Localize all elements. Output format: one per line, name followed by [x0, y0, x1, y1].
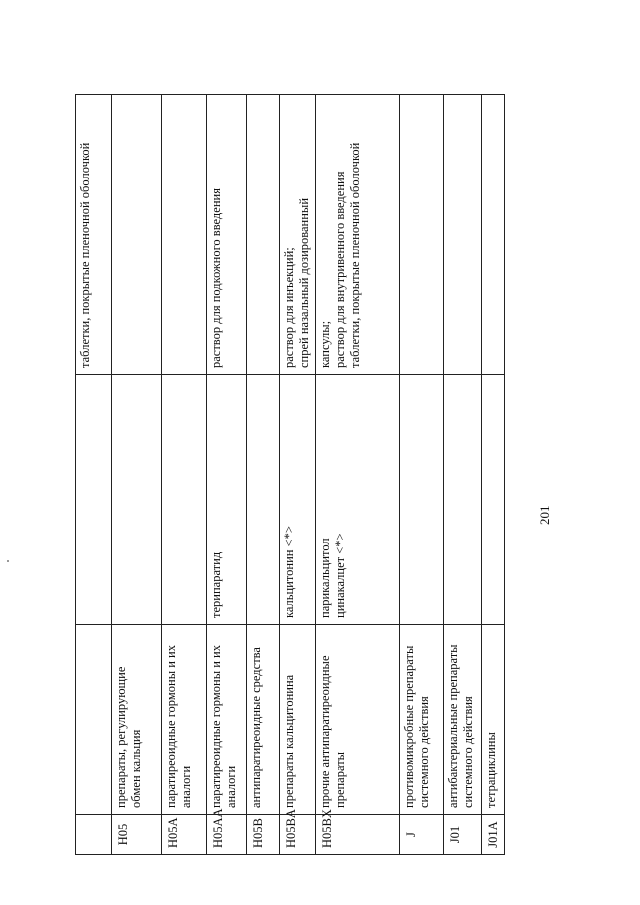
atc-group-name [76, 625, 112, 815]
dosage-form [444, 95, 482, 375]
dosage-form [247, 95, 280, 375]
atc-code: J01 [444, 815, 482, 855]
atc-group-name: паратиреоидные гормоны и их аналоги [207, 625, 247, 815]
drug-name [162, 375, 207, 625]
dosage-form: раствор для инъекций; спрей назальный дозированный [280, 95, 316, 375]
table-row [76, 95, 112, 855]
drug-name [112, 375, 162, 625]
atc-code: J01A [482, 815, 505, 855]
atc-code: J [400, 815, 444, 855]
atc-group-name: антипаратиреоидные средства [247, 625, 280, 815]
dosage-form: раствор для подкожного введения [207, 95, 247, 375]
atc-code: H05A [162, 815, 207, 855]
dosage-form: капсулы; раствор для внутривенного введения таблетки, покрытые пленочной оболочкой [316, 95, 400, 375]
table-row [162, 95, 207, 855]
drug-name [76, 375, 112, 625]
rotated-content [75, 95, 552, 855]
drug-name: парикальцитол цинакалцет <*> [316, 375, 400, 625]
table-row [400, 95, 444, 855]
page-number: 201 [537, 505, 552, 525]
atc-group-name: тетрациклины [482, 625, 505, 815]
atc-code: H05B [247, 815, 280, 855]
atc-group-name: прочие антипаратиреоидные препараты [316, 625, 400, 815]
atc-code: H05 [112, 815, 162, 855]
atc-group-name: противомикробные препараты системного действия [400, 625, 444, 815]
atc-group-name: препараты, регулирующие обмен кальция [112, 625, 162, 815]
drug-table [75, 94, 505, 855]
table-row [316, 95, 400, 855]
table-row [444, 95, 482, 855]
table-row [280, 95, 316, 855]
atc-code: H05BX [316, 815, 400, 855]
scan-dot [7, 560, 9, 562]
atc-group-name: антибактериальные препараты системного действия [444, 625, 482, 815]
dosage-form [482, 95, 505, 375]
atc-code [76, 815, 112, 855]
drug-name [400, 375, 444, 625]
drug-name [247, 375, 280, 625]
atc-group-name: паратиреоидные гормоны и их аналоги [162, 625, 207, 815]
atc-code: H05BA [280, 815, 316, 855]
table-row [247, 95, 280, 855]
atc-code: H05AA [207, 815, 247, 855]
drug-name: терипаратид [207, 375, 247, 625]
dosage-form [162, 95, 207, 375]
table-row [482, 95, 505, 855]
drug-name [482, 375, 505, 625]
table-body [76, 95, 505, 855]
table-row [207, 95, 247, 855]
dosage-form: таблетки, покрытые пленочной оболочкой [76, 95, 112, 375]
atc-group-name: препараты кальцитонина [280, 625, 316, 815]
drug-name: кальцитонин <*> [280, 375, 316, 625]
dosage-form [400, 95, 444, 375]
drug-name [444, 375, 482, 625]
table-row [112, 95, 162, 855]
dosage-form [112, 95, 162, 375]
